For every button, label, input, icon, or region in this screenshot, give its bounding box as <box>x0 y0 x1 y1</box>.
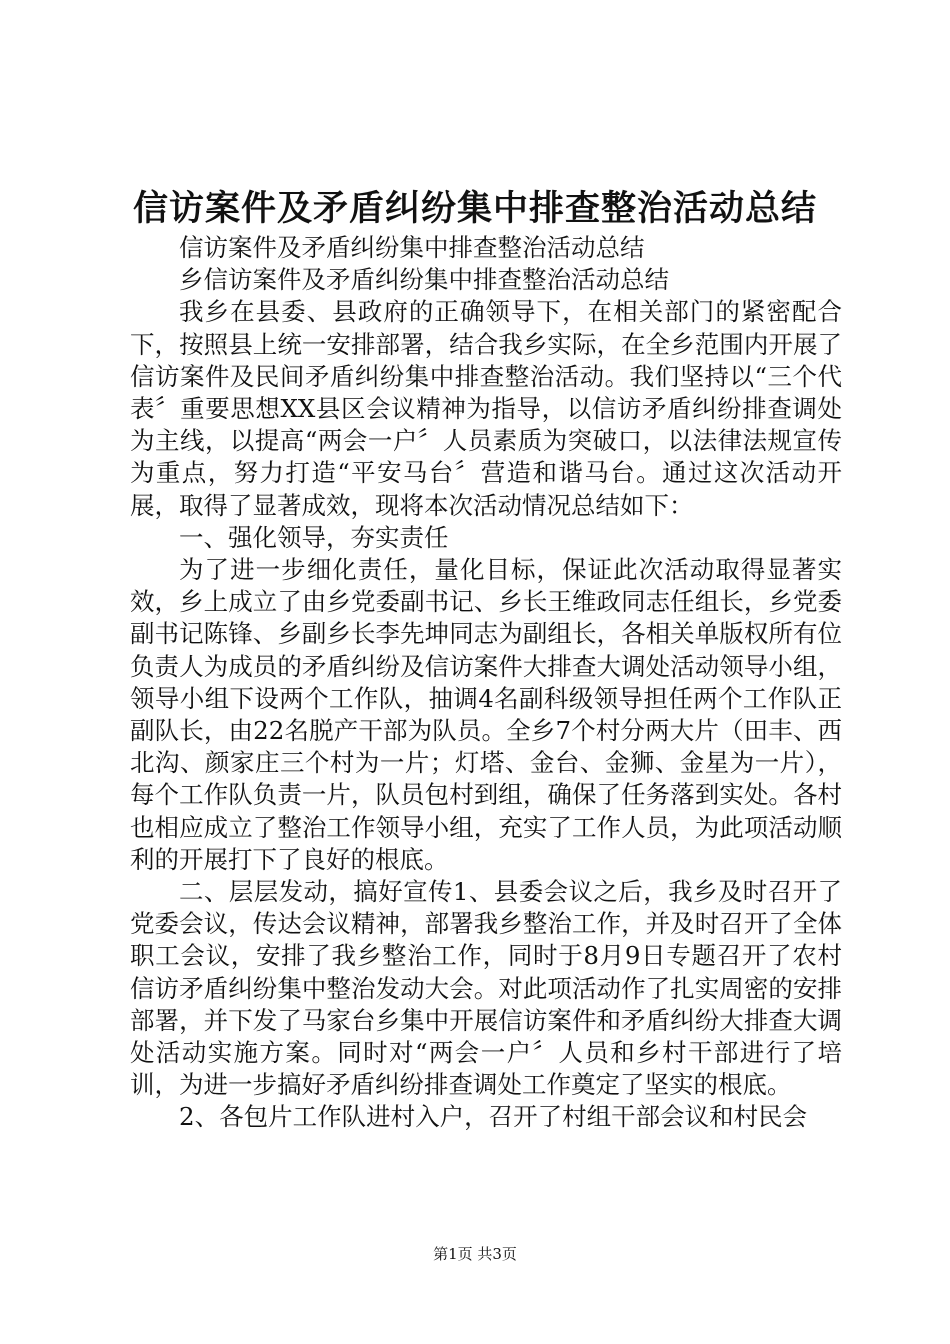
paragraph-subtitle-2: 乡信访案件及矛盾纠纷集中排查整治活动总结 <box>179 265 669 295</box>
paragraph-section-1: 为了进一步细化责任，量化目标，保证此次活动取得显著实效，乡上成立了由乡党委副书记、乡长王维政同志任组长，乡党委副书记陈锋、乡副乡长李先坤同志为副组长，各相关单版权所有位负责人为成员的矛盾纠纷及信访案件大排查大调处活动领导小组，领导小组下设两个工作队，抽调4名副科级领导担任两个工作队正副队长，由22名脱产干部为队员。全乡7个村分两大片（田丰、西北沟、颜家庄三个村为一片；灯塔、金台、金狮、金星为一片），每个工作队负责一片，队员包村到组，确保了任务落到实处。各村也相应成立了整治工作领导小组，充实了工作人员，为此项活动顺利的开展打下了良好的根底。 <box>130 555 842 874</box>
paragraph-section-2-item-2: 2、各包片工作队进村入户，召开了村组干部会议和村民会 <box>179 1102 808 1132</box>
document-title: 信访案件及矛盾纠纷集中排查整治活动总结 <box>132 188 817 229</box>
paragraph-intro: 我乡在县委、县政府的正确领导下，在相关部门的紧密配合下，按照县上统一安排部署，结合我乡实际，在全乡范围内开展了信访案件及民间矛盾纠纷集中排查整治活动。我们坚持以“三个代表〞重要思想XX县区会议精神为指导，以信访矛盾纠纷排查调处为主线，以提高“两会一户〞人员素质为突破口，以法律法规宣传为重点，努力打造“平安马台〞营造和谐马台。通过这次活动开展，取得了显著成效，现将本次活动情况总结如下： <box>130 297 842 520</box>
document-body <box>130 232 842 1134</box>
section-heading-1: 一、强化领导，夯实责任 <box>179 522 449 552</box>
page-number-footer: 第1页 共3页 <box>433 1245 517 1263</box>
paragraph-subtitle: 信访案件及矛盾纠纷集中排查整治活动总结 <box>179 233 645 262</box>
paragraph-section-2: 二、层层发动，搞好宣传1、县委会议之后，我乡及时召开了党委会议，传达会议精神，部署我乡整治工作，并及时召开了全体职工会议，安排了我乡整治工作，同时于8月9日专题召开了农村信访矛盾纠纷集中整治发动大会。对此项活动作了扎实周密的安排部署，并下发了马家台乡集中开展信访案件和矛盾纠纷大排查大调处活动实施方案。同时对“两会一户〞人员和乡村干部进行了培训，为进一步搞好矛盾纠纷排查调处工作奠定了坚实的根底。 <box>130 877 842 1100</box>
